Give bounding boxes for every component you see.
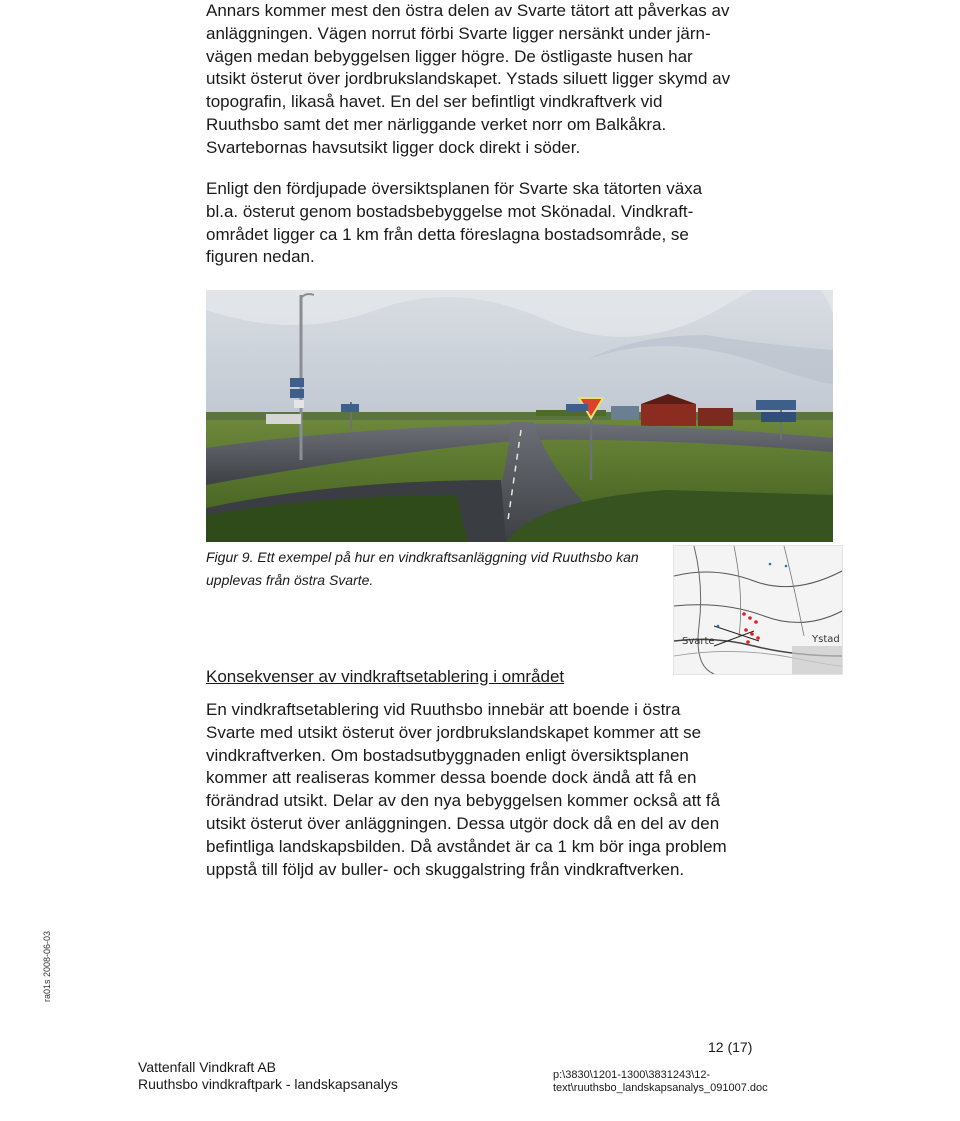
text-line: utsikt österut över jordbrukslandskapet. Ystads siluett ligger skymd av	[206, 69, 731, 89]
consequences-paragraph	[206, 699, 766, 881]
page-number: 12 (17)	[708, 1039, 753, 1055]
side-stamp: ra01s 2008-06-03	[42, 930, 52, 1002]
location-map	[673, 545, 843, 675]
section-heading: Konsekvenser av vindkraftsetablering i området	[206, 667, 565, 686]
text-line: topografin, likaså havet. En del ser befintligt vindkraftverk vid	[206, 92, 663, 112]
text-line: Enligt den fördjupade översiktsplanen för Svarte ska tätorten växa	[206, 179, 703, 198]
text-line: förändrad utsikt. Delar av den nya bebyggelsen kommer också att få	[206, 791, 721, 811]
file-path-line: p:\3830\1201-1300\3831243\12-	[553, 1069, 711, 1081]
caption-line: Figur 9. Ett exempel på hur en vindkraftsanläggning vid Ruuthsbo kan	[206, 549, 639, 565]
footer-file-path	[553, 1069, 768, 1095]
text-line: anläggningen. Vägen norrut förbi Svarte ligger nersänkt under järn-	[206, 23, 711, 43]
text-line: Svarte med utsikt österut över jordbrukslandskapet kommer att se	[206, 722, 702, 742]
plan-paragraph	[206, 178, 766, 269]
text-line: utsikt österut över anläggningen. Dessa utgör dock då en del av den	[206, 813, 720, 833]
map-label-svarte: Svarte	[682, 636, 715, 647]
text-line: vägen medan bebyggelsen ligger högre. De östligaste husen har	[206, 46, 693, 66]
text-line: kommer att realiseras kommer dessa boende dock ändå att få en	[206, 768, 697, 788]
footer-left	[138, 1059, 398, 1093]
text-line: området ligger ca 1 km från detta föreslagna bostadsområde, se	[206, 224, 689, 244]
file-path-line: text\ruuthsbo_landskapsanalys_091007.doc	[553, 1082, 768, 1094]
intro-paragraph	[206, 0, 766, 160]
footer-project: Ruuthsbo vindkraftpark - landskapsanalys	[138, 1076, 398, 1092]
text-line: figuren nedan.	[206, 247, 315, 267]
text-line: befintliga landskapsbilden. Då avståndet är ca 1 km bör inga problem	[206, 836, 727, 856]
map-label-ystad: Ystad	[812, 634, 840, 645]
text-line: Svartebornas havsutsikt ligger dock direkt i söder.	[206, 137, 581, 157]
footer-company: Vattenfall Vindkraft AB	[138, 1059, 277, 1075]
text-line: Annars kommer mest den östra delen av Svarte tätort att påverkas av	[206, 1, 730, 20]
text-line: En vindkraftsetablering vid Ruuthsbo innebär att boende i östra	[206, 700, 681, 719]
text-line: vindkraftverken. Om bostadsutbyggnaden enligt översiktsplanen	[206, 745, 689, 765]
text-line: bl.a. österut genom bostadsbebyggelse mot Skönadal. Vindkraft-	[206, 201, 694, 221]
text-line: Ruuthsbo samt det mer närliggande verket norr om Balkåkra.	[206, 114, 667, 134]
text-line: uppstå till följd av buller- och skuggalstring från vindkraftverken.	[206, 859, 685, 879]
figure-caption	[206, 546, 639, 591]
landscape-photo	[206, 290, 833, 542]
caption-line: upplevas från östra Svarte.	[206, 571, 374, 588]
